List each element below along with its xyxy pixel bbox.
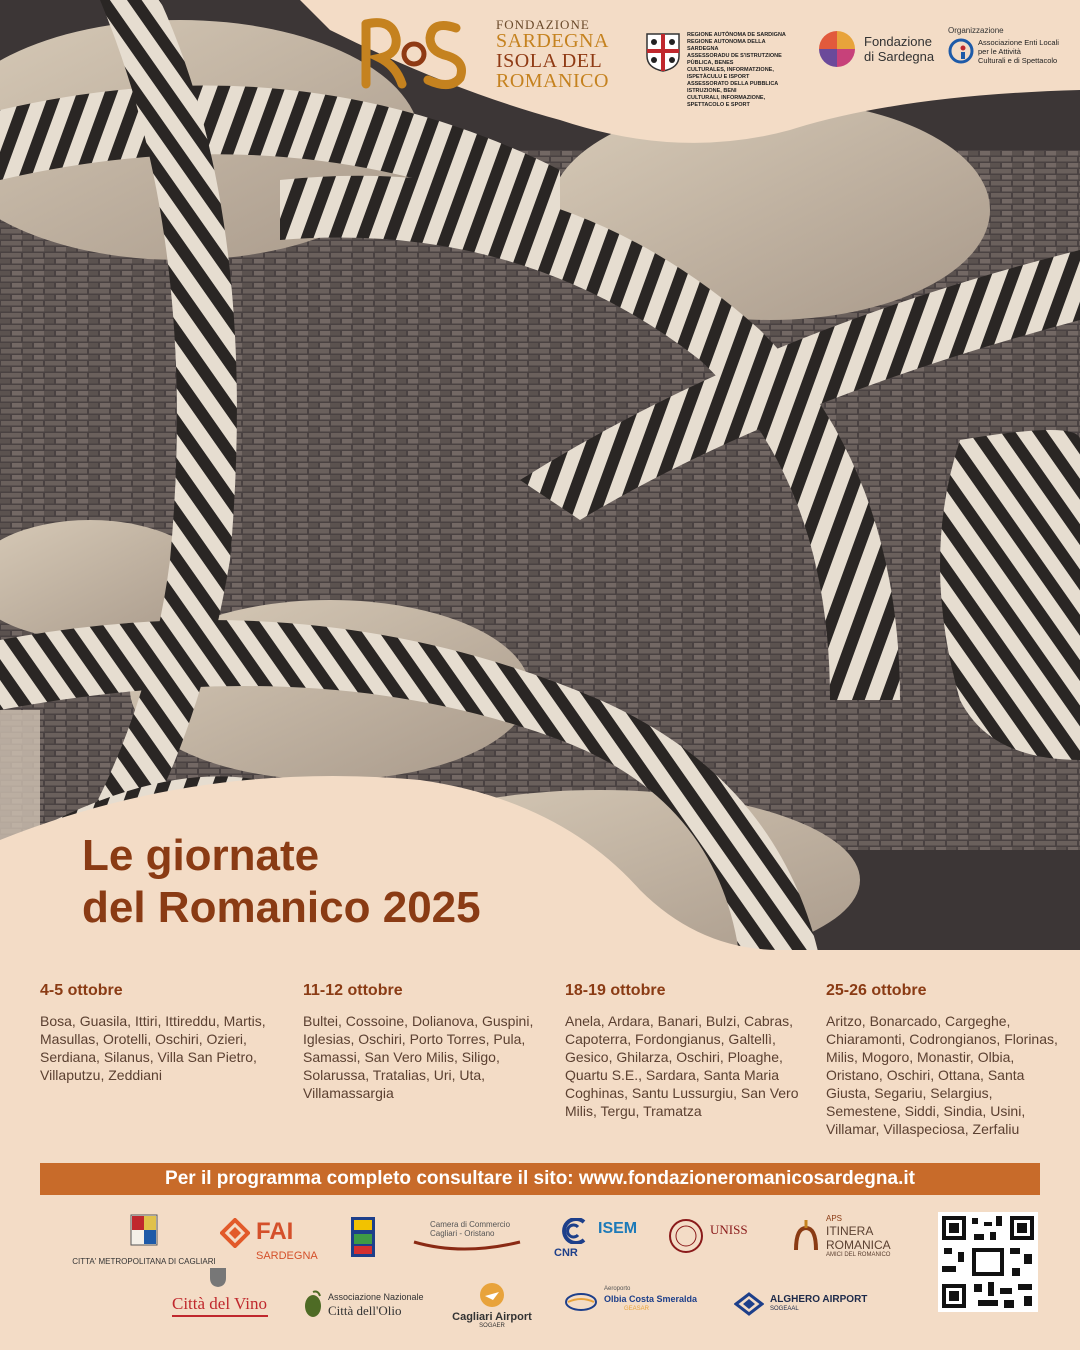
- olbia-line2: Olbia Costa Smeralda: [604, 1294, 698, 1304]
- regione-sardegna-text: [687, 32, 795, 109]
- ras-line: REGIONE AUTONOMA DELLA SARDEGNA: [687, 39, 766, 52]
- fai-label: FAI: [256, 1218, 294, 1245]
- arci-icon: [350, 1216, 376, 1258]
- olio-line1: Associazione Nazionale: [328, 1292, 424, 1302]
- fsi-line2: SARDEGNA: [496, 30, 609, 52]
- itinera-line1: ITINERA: [826, 1224, 874, 1238]
- schedule-towns: Bultei, Cossoine, Dolianova, Guspini, Iglesias, Oschiri, Porto Torres, Pula, Samassi, San Vero Milis, Siligo, Solarussa, Tratalias, Uri, Uta, Villamassargia: [303, 1013, 534, 1101]
- aeli-line: per le Attività: [978, 47, 1021, 56]
- organizzazione-label: Organizzazione: [948, 26, 1004, 35]
- itinera-line2: ROMANICA: [826, 1238, 891, 1252]
- ras-line: CULTURALI, INFORMAZIONE, SPETTACOLO E SPORT: [687, 95, 766, 108]
- schedule-date: 4-5 ottobre: [40, 982, 123, 999]
- alghero-airport-icon: [734, 1292, 764, 1316]
- fsi-line4: ROMANICO: [496, 70, 609, 92]
- arci-logo: [350, 1216, 376, 1261]
- ras-line: ASSESSORATO DELLA PUBBLICA ISTRUZIONE, BENI: [687, 81, 779, 94]
- aeli-text: [978, 38, 1073, 65]
- aeli-logo-icon: [948, 38, 974, 64]
- citta-vino-underline: [172, 1315, 268, 1317]
- itinera-aps-label: APS: [826, 1214, 843, 1223]
- cagliari-airport-sub: SOGAER: [479, 1323, 505, 1329]
- fds-line2: di Sardegna: [864, 49, 935, 64]
- uniss-label: UNISS: [710, 1222, 748, 1237]
- title-line2: del Romanico 2025: [82, 883, 481, 932]
- itinera-romanica-logo: [792, 1214, 891, 1259]
- sardinia-crest-icon: [645, 32, 681, 72]
- uniss-seal-icon: [668, 1218, 704, 1254]
- camera-line1: Camera di Commercio: [430, 1220, 511, 1229]
- schedule-date: 18-19 ottobre: [565, 982, 666, 999]
- citta-vino-label: Città del Vino: [172, 1294, 267, 1313]
- fondazione-sardegna-isola-romanico-wordmark: [496, 18, 609, 91]
- qr-code-icon[interactable]: [938, 1212, 1038, 1312]
- ras-line: REGIONE AUTÒNOMA DE SARDIGNA: [687, 32, 786, 38]
- fondazione-di-sardegna-logo: [818, 30, 934, 68]
- schedule-date: 25-26 ottobre: [826, 982, 927, 999]
- cnr-label: CNR: [554, 1247, 578, 1259]
- title-line1: Le giornate: [82, 831, 320, 880]
- uniss-logo: [668, 1218, 748, 1257]
- ras-line: CULTURALES, INFORMATZIONE, ISPETÀCULU E ISPORT: [687, 67, 774, 80]
- schedule-towns: Aritzo, Bonarcado, Cargeghe, Chiaramonti, Codrongianos, Florinas, Milis, Mogoro, Monastir, Olbia, Oristano, Oschiri, Ottana, Santa Giusta, Segariu, Selargius, Semestene, Siddi, Sindia, Usini, Villamar, Villaspeciosa, Zerfaliu: [826, 1013, 1058, 1137]
- shield-small-icon: [208, 1266, 228, 1288]
- camera-commercio-logo: [412, 1220, 542, 1257]
- cagliari-airport-label: Cagliari Airport: [452, 1311, 532, 1323]
- fondazione-sardegna-text: [864, 34, 934, 64]
- fsi-line1: FONDAZIONE: [496, 17, 590, 32]
- itinera-line3: AMICI DEL ROMANICO: [826, 1252, 891, 1258]
- regione-sardegna-logo: [645, 32, 795, 109]
- poster-title: [82, 830, 481, 934]
- cnr-icon: [554, 1218, 588, 1244]
- fondazione-romanico-logo-icon: [352, 18, 476, 90]
- camera-swoosh-icon: [412, 1238, 522, 1254]
- schedule-column: [565, 982, 805, 1120]
- schedule-date: 11-12 ottobre: [303, 982, 403, 999]
- camera-line2: Cagliari - Oristano: [430, 1229, 495, 1238]
- aeli-line: Associazione Enti Locali: [978, 38, 1059, 47]
- fds-line1: Fondazione: [864, 34, 932, 49]
- citta-metropolitana-crest-icon: [130, 1214, 158, 1246]
- olbia-line1: Aeroporto: [604, 1286, 631, 1292]
- alghero-line1: ALGHERO AIRPORT: [770, 1294, 868, 1305]
- schedule-towns: Bosa, Guasila, Ittiri, Ittireddu, Martis, Masullas, Orotelli, Oschiri, Ozieri, Serdiana, Silanus, Villa San Pietro, Villaputzu, Zeddiani: [40, 1013, 266, 1083]
- fsi-line3: ISOLA DEL: [496, 50, 603, 72]
- ras-line: ASSESSORADU DE S'ISTRUTZIONE PÙBLICA, BENES: [687, 53, 782, 66]
- alghero-line2: SOGEAAL: [770, 1306, 799, 1312]
- olio-line2: Città dell'Olio: [328, 1303, 402, 1318]
- cagliari-airport-icon: [479, 1282, 505, 1308]
- aeli-line: Culturali e di Spettacolo: [978, 56, 1058, 65]
- itinera-romanica-icon: [792, 1218, 820, 1256]
- isem-label: ISEM: [598, 1220, 638, 1237]
- olbia-sub: GEASAR: [624, 1306, 650, 1312]
- citta-metropolitana-label: CITTA' METROPOLITANA DI CAGLIARI: [72, 1257, 216, 1266]
- schedule-column: [303, 982, 543, 1102]
- schedule-column: [826, 982, 1066, 1138]
- website-banner[interactable]: Per il programma completo consultare il sito: www.fondazioneromanicosardegna.it: [40, 1163, 1040, 1195]
- fai-icon: [220, 1218, 250, 1248]
- olive-icon: [302, 1290, 324, 1320]
- cagliari-airport-logo: [442, 1282, 542, 1329]
- fai-sub-label: SARDEGNA: [256, 1250, 318, 1262]
- schedule-column: [40, 982, 280, 1084]
- ministry-small-logo: [208, 1266, 228, 1291]
- cnr-logo: [554, 1218, 588, 1259]
- olbia-airport-icon: [564, 1292, 598, 1312]
- schedule-towns: Anela, Ardara, Banari, Bulzi, Cabras, Capoterra, Fordongianus, Galtellì, Gesico, Ghilarza, Oschiri, Ploaghe, Quartu S.E., Sardara, Santa Maria Coghinas, Santu Lussurgiu, San Vero Milis, Tergu, Tramatza: [565, 1013, 799, 1119]
- fondazione-sardegna-pinwheel-icon: [818, 30, 856, 68]
- citta-metropolitana-logo: [44, 1214, 244, 1266]
- citta-del-vino-logo: [172, 1294, 268, 1317]
- isem-logo: [598, 1220, 637, 1238]
